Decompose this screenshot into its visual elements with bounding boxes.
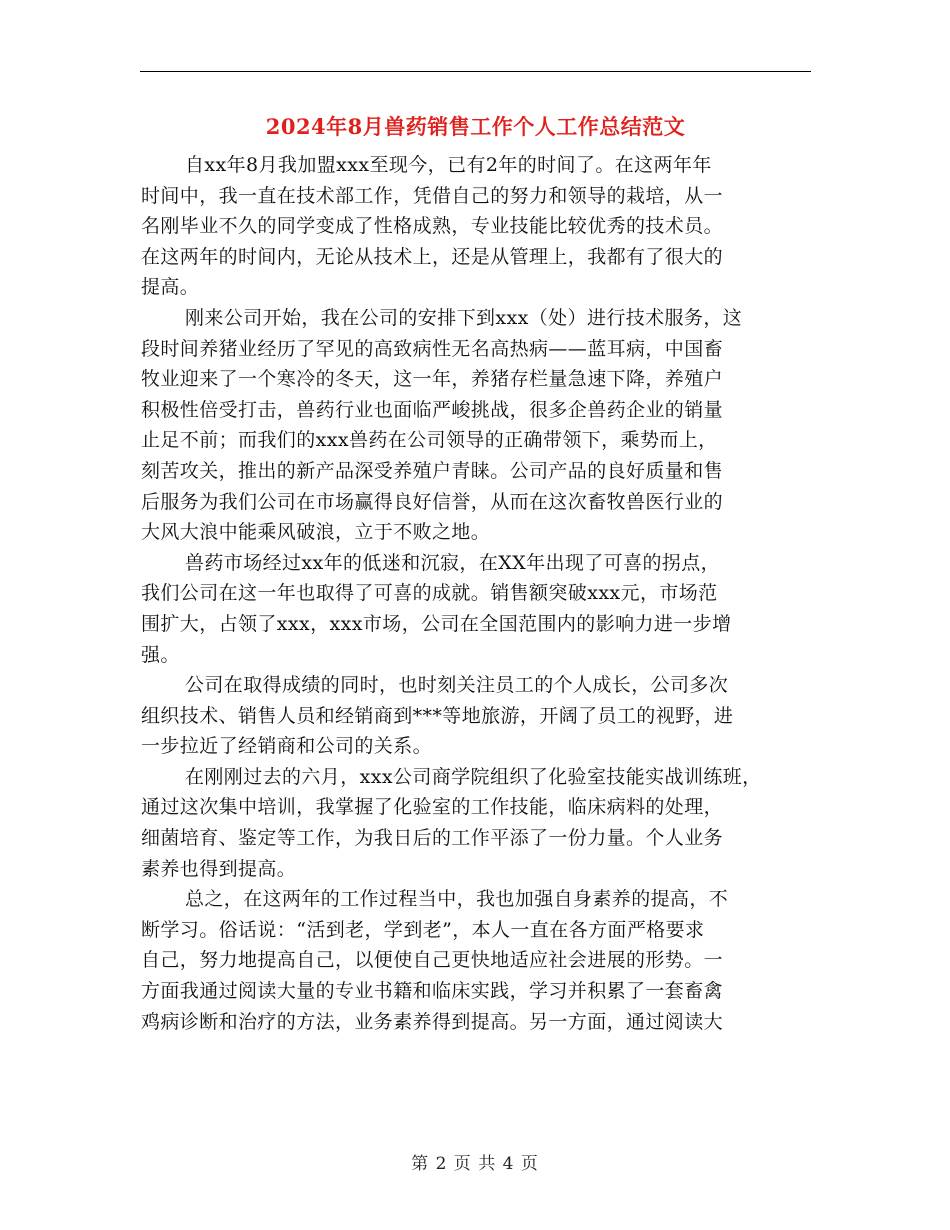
text-line: 公司在取得成绩的同时，也时刻关注员工的个人成长，公司多次 bbox=[185, 674, 729, 697]
text-line: 一步拉近了经销商和公司的关系。 bbox=[141, 735, 433, 758]
paragraph bbox=[141, 884, 821, 1037]
text-line: 强。 bbox=[141, 643, 180, 666]
text-line: 围扩大，占领了xxx，xxx市场，公司在全国范围内的影响力进一步增 bbox=[141, 612, 732, 635]
text-line: 通过这次集中培训，我掌握了化验室的工作技能，临床病料的处理， bbox=[141, 796, 724, 819]
paragraph bbox=[141, 303, 821, 548]
text-line: 时间中，我一直在技术部工作，凭借自己的努力和领导的栽培，从一 bbox=[141, 184, 724, 207]
text-line: 积极性倍受打击，兽药行业也面临严峻挑战，很多企兽药企业的销量 bbox=[141, 398, 724, 421]
text-line: 我们公司在这一年也取得了可喜的成就。销售额突破xxx元，市场范 bbox=[141, 582, 718, 605]
text-line: 止足不前；而我们的xxx兽药在公司领导的正确带领下，乘势而上， bbox=[141, 429, 718, 452]
text-line: 细菌培育、鉴定等工作，为我日后的工作平添了一份力量。个人业务 bbox=[141, 827, 724, 850]
text-line: 后服务为我们公司在市场赢得良好信誉，从而在这次畜牧兽医行业的 bbox=[141, 490, 724, 513]
text-line: 牧业迎来了一个寒冷的冬天，这一年，养猪存栏量急速下降，养殖户 bbox=[141, 368, 724, 391]
text-line: 组织技术、销售人员和经销商到***等地旅游，开阔了员工的视野，进 bbox=[141, 704, 734, 727]
text-line: 自己，努力地提高自己，以便使自己更快地适应社会进展的形势。一 bbox=[141, 949, 724, 972]
header-rule bbox=[140, 71, 811, 72]
text-line: 自xx年8月我加盟xxx至现今，已有2年的时间了。在这两年年 bbox=[185, 154, 712, 176]
text-line: 总之，在这两年的工作过程当中，我也加强自身素养的提高，不 bbox=[185, 888, 729, 911]
paragraph bbox=[141, 670, 821, 762]
text-line: 方面我通过阅读大量的专业书籍和临床实践，学习并积累了一套畜禽 bbox=[141, 980, 724, 1003]
paragraph bbox=[141, 762, 821, 884]
paragraph bbox=[141, 548, 821, 670]
text-line: 断学习。俗话说：“活到老，学到老”，本人一直在各方面严格要求 bbox=[141, 918, 705, 941]
text-line: 名刚毕业不久的同学变成了性格成熟，专业技能比较优秀的技术员。 bbox=[141, 215, 724, 238]
text-line: 素养也得到提高。 bbox=[141, 857, 297, 880]
text-line: 段时间养猪业经历了罕见的高致病性无名高热病——蓝耳病，中国畜 bbox=[141, 337, 724, 360]
text-line: 兽药市场经过xx年的低迷和沉寂，在XX年出现了可喜的拐点， bbox=[185, 551, 721, 574]
text-line: 刻苦攻关，推出的新产品深受养殖户青睐。公司产品的良好质量和售 bbox=[141, 459, 724, 482]
page-number: 第 2 页 共 4 页 bbox=[411, 1154, 539, 1174]
text-line: 大风大浪中能乘风破浪，立于不败之地。 bbox=[141, 521, 491, 544]
document-body bbox=[141, 150, 821, 1037]
text-line: 在这两年的时间内，无论从技术上，还是从管理上，我都有了很大的 bbox=[141, 245, 724, 268]
text-line: 刚来公司开始，我在公司的安排下到xxx（处）进行技术服务，这 bbox=[185, 306, 743, 329]
text-line: 提高。 bbox=[141, 276, 200, 299]
paragraph bbox=[141, 150, 821, 303]
text-line: 鸡病诊断和治疗的方法，业务素养得到提高。另一方面，通过阅读大 bbox=[141, 1010, 724, 1033]
document-title: 2024年8月兽药销售工作个人工作总结范文 bbox=[265, 114, 686, 139]
text-line: 在刚刚过去的六月，xxx公司商学院组织了化验室技能实战训练班， bbox=[185, 765, 762, 788]
